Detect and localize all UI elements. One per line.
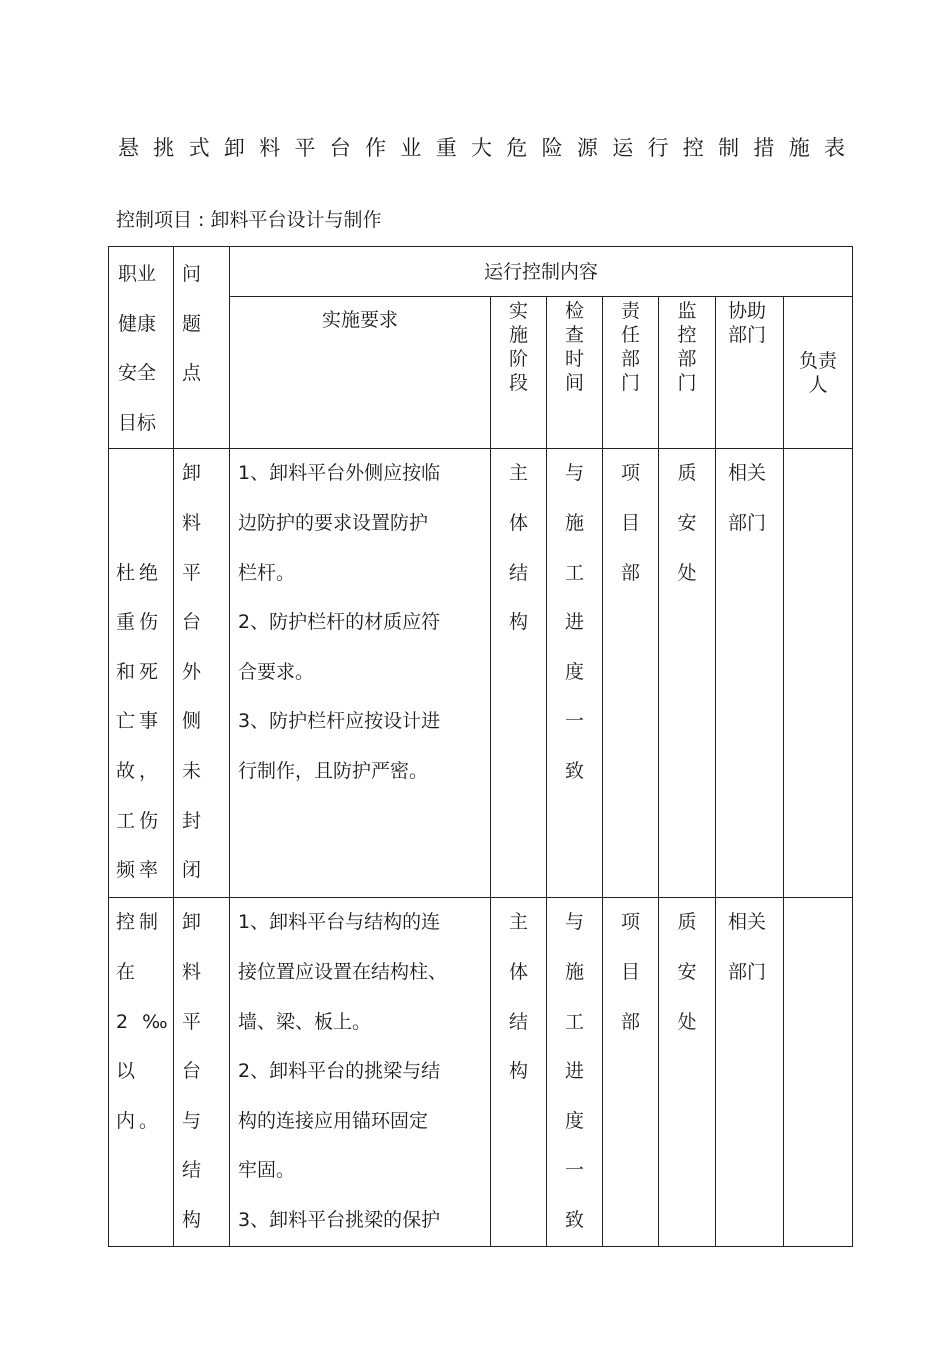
header-requirement: 实施要求 xyxy=(230,297,491,449)
row-assist-dept: 相关 部门 xyxy=(716,898,784,1246)
row-stage: 主 体 结 构 xyxy=(491,898,547,1246)
header-monitor-dept: 监 控 部 门 xyxy=(659,297,716,449)
row-goal: 杜绝 重伤 和死 亡事 故， 工伤 频率 xyxy=(109,449,174,898)
control-item-subtitle: 控制项目 : 卸料平台设计与制作 xyxy=(116,209,382,231)
header-row-1 xyxy=(109,247,853,297)
row-issue: 卸 料 平 台 与 结 构 xyxy=(174,898,230,1246)
row-resp-dept: 项 目 部 xyxy=(603,449,659,898)
header-assist-dept: 协助 部门 xyxy=(716,297,784,449)
header-stage: 实 施 阶 段 xyxy=(491,297,547,449)
row-requirement: 1、卸料平台外侧应按临 边防护的要求设置防护 栏杆。 2、防护栏杆的材质应符 合要求。 3、防护栏杆应按设计进 行制作，且防护严密。 xyxy=(230,449,491,898)
row-check-time: 与 施 工 进 度 一 致 xyxy=(547,449,603,898)
row-responsible xyxy=(784,449,853,898)
row-assist-dept: 相关 部门 xyxy=(716,449,784,898)
row-requirement: 1、卸料平台与结构的连 接位置应设置在结构柱、 墙、梁、板上。 2、卸料平台的挑梁与结 构的连接应用锚环固定 牢固。 3、卸料平台挑梁的保护 xyxy=(230,898,491,1246)
row-stage: 主 体 结 构 xyxy=(491,449,547,898)
table-row xyxy=(109,449,853,898)
row-monitor-dept: 质 安 处 xyxy=(659,898,716,1246)
header-responsible: 负责 人 xyxy=(784,297,853,449)
row-issue: 卸 料 平 台 外 侧 未 封 闭 xyxy=(174,449,230,898)
row-check-time: 与 施 工 进 度 一 致 xyxy=(547,898,603,1246)
header-resp-dept: 责 任 部 门 xyxy=(603,297,659,449)
header-control-content: 运行控制内容 xyxy=(230,247,853,297)
header-goal: 职业 健康 安全 目标 xyxy=(109,247,174,449)
row-resp-dept: 项 目 部 xyxy=(603,898,659,1246)
table-row xyxy=(109,898,853,1246)
header-check-time: 检 查 时 间 xyxy=(547,297,603,449)
row-goal: 控制 在 2 ‰ 以 内。 xyxy=(109,898,174,1246)
row-monitor-dept: 质 安 处 xyxy=(659,449,716,898)
page-title: 悬挑式卸料平台作业重大危险源运行控制措施表 xyxy=(118,136,860,160)
control-measures-table xyxy=(108,246,853,1247)
header-issue: 问 题 点 xyxy=(174,247,230,449)
row-responsible xyxy=(784,898,853,1246)
